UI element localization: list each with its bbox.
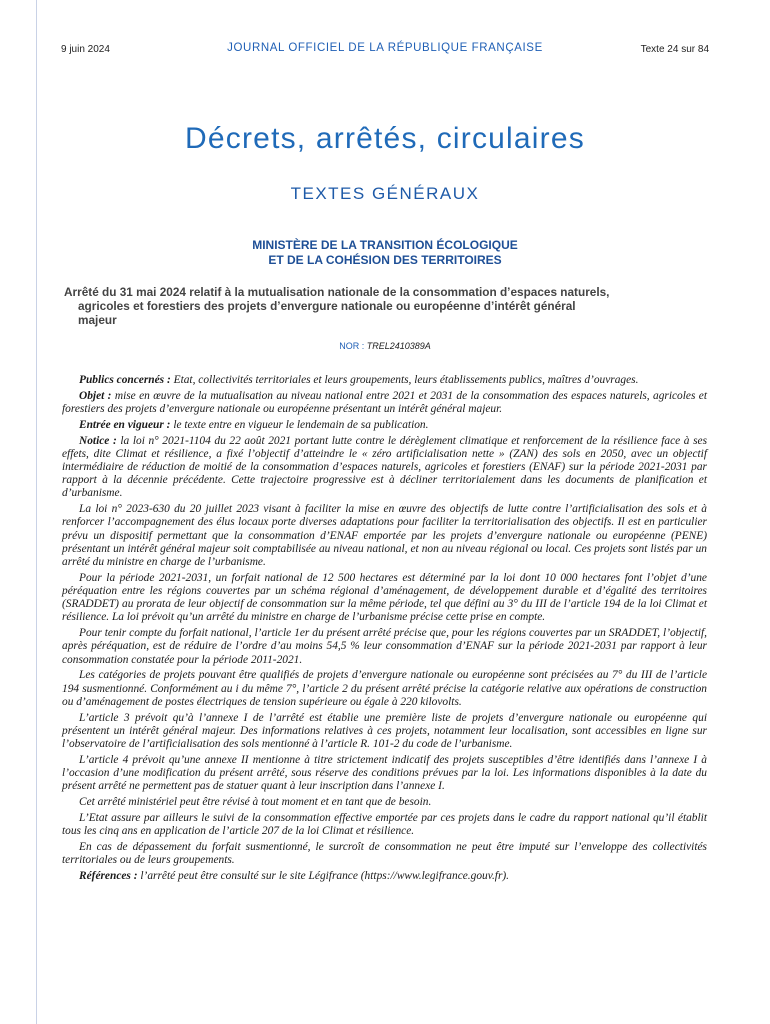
page-header: [61, 42, 709, 58]
paragraph-label: Notice :: [79, 434, 117, 447]
ministry-line-1: MINISTÈRE DE LA TRANSITION ÉCOLOGIQUE: [252, 238, 518, 252]
paragraph-publics: [62, 374, 707, 387]
paragraph-text: l’arrêté peut être consulté sur le site Légifrance (https://www.legifrance.gouv.fr).: [140, 869, 510, 882]
paragraph-text: En cas de dépassement du forfait susmentionné, le surcroît de consommation ne peut être imputé sur l’enveloppe des collectivités territoriales ou de leurs groupements.: [62, 840, 707, 867]
paragraph-forfait: [62, 572, 707, 625]
paragraph-text: la loi n° 2021-1104 du 22 août 2021 portant lutte contre le dérèglement climatique et renforcement de la résilience face à ses effets, dite Climat et résilience, a fixé l’objectif d’atteindre le « zéro artificialisation nette » (ZAN) des sols en 2050, avec un objectif intermédiaire de réduction de moitié de la consommation d’espaces naturels, agricoles et forestiers (ENAF) sur la période 2021-2031 par rapport à la décennie précédente. Cette trajectoire progressive est à décliner territorialement dans les documents de planification et d’urbanisme.: [62, 434, 708, 500]
paragraph-text: Etat, collectivités territoriales et leurs groupements, leurs établissements publics, maîtres d’ouvrages.: [173, 374, 639, 386]
paragraph-text: Pour tenir compte du forfait national, l’article 1er du présent arrêté précise que, pour les régions couvertes par un SRADDET, l’objectif, après péréquation, est de réduire de l’ordre d’au moins 54,5 % leur consommation d’ENAF sur la période 2021-2031 par rapport à leur consommation constatée pour la période 2011-2021.: [62, 627, 707, 666]
paragraph-label: Objet :: [79, 389, 112, 402]
paragraph-loi-2023: [62, 503, 707, 569]
nor-label: NOR :: [339, 341, 365, 351]
paragraph-notice: [62, 435, 707, 501]
paragraph-text: L’Etat assure par ailleurs le suivi de la consommation effective emportée par ces projets dans le cadre du rapport national qu’il établit tous les cinq ans en application de l’article 207 de la loi Climat et résilience.: [62, 811, 707, 838]
header-journal-title: JOURNAL OFFICIEL DE LA RÉPUBLIQUE FRANÇAISE: [227, 42, 543, 54]
header-date: 9 juin 2024: [61, 44, 110, 55]
header-text-counter: Texte 24 sur 84: [640, 44, 709, 55]
arrete-title-line-1: Arrêté du 31 mai 2024 relatif à la mutualisation nationale de la consommation d’espaces naturels,: [64, 285, 610, 299]
paragraph-text: mise en œuvre de la mutualisation au niveau national entre 2021 et 2031 de la consommation des espaces naturels, agricoles et forestiers des projets d’envergure nationale ou européenne présentant un intérêt général majeur.: [62, 389, 707, 415]
arrete-title: [64, 285, 706, 327]
paragraph-depassement: [62, 841, 707, 867]
arrete-title-line-3: majeur: [78, 313, 117, 327]
nor-reference: [0, 341, 770, 351]
arrete-body: [62, 374, 707, 886]
paragraph-text: Les catégories de projets pouvant être qualifiés de projets d’envergure nationale ou européenne sont précisées au 7° du III de l’article 194 susmentionné. Conformément au i du même 7°, l’article 2 du présent arrêté précise la catégorie relative aux opérations de construction ou d’aménagement de postes électriques de tension supérieure ou égale à 220 kilovolts.: [62, 669, 707, 708]
paragraph-text: Pour la période 2021-2031, un forfait national de 12 500 hectares est déterminé par la loi dont 10 000 hectares font l’objet d’une péréquation entre les régions couvertes par un schéma régional d’aménagement, de développement durable et d’égalité des territoires (SRADDET) au prorata de leur objectif de consommation sur la même période, tel que défini au 3° du III de l’article 194 de la loi Climat et résilience. La loi prévoit qu’un arrêté du ministre en charge de l’urbanisme précise cette prise en compte.: [62, 571, 707, 624]
nor-code: TREL2410389A: [366, 341, 431, 351]
paragraph-categories: [62, 669, 707, 709]
paragraph-article-1: [62, 627, 707, 667]
paragraph-text: le texte entre en vigueur le lendemain de sa publication.: [173, 418, 429, 431]
section-title: TEXTES GÉNÉRAUX: [290, 184, 480, 203]
ministry-line-2: ET DE LA COHÉSION DES TERRITOIRES: [268, 253, 502, 267]
paragraph-text: Cet arrêté ministériel peut être révisé à tout moment et en tant que de besoin.: [79, 796, 432, 809]
paragraph-suivi: [62, 812, 707, 838]
paragraph-revision: [62, 796, 707, 809]
paragraph-article-3: [62, 712, 707, 752]
paragraph-text: L’article 4 prévoit qu’une annexe II mentionne à titre strictement indicatif des projets susceptibles d’être identifiés dans l’annexe I à l’occasion d’une modification du présent arrêté, sous réserve des conditions prévues par la loi. Les informations disponibles à la date du présent arrêté ne permettent pas de statuer quant à leur inscription dans l’annexe I.: [62, 753, 707, 793]
paragraph-entree-en-vigueur: [62, 419, 707, 432]
paragraph-text: La loi n° 2023-630 du 20 juillet 2023 visant à faciliter la mise en œuvre des objectifs de lutte contre l’artificialisation des sols et à renforcer l’accompagnement des élus locaux porte diverses adaptations pour faciliter la territorialisation des objectifs. Il est en particulier prévu un dispositif permettant que la consommation d’ENAF emportée par les projets d’envergure nationale ou européenne (PENE) présentant un intérêt général majeur soit comptabilisée au niveau national, et non au niveau régional ou local. Ces projets sont listés par un arrêté du ministre en charge de l’urbanisme.: [62, 503, 707, 569]
page-title: Décrets, arrêtés, circulaires: [185, 122, 585, 155]
paragraph-label: Publics concernés :: [79, 374, 171, 386]
paragraph-text: L’article 3 prévoit qu’à l’annexe I de l’arrêté est établie une première liste de projets d’envergure nationale ou européenne qui présentent un intérêt général majeur. Des informations relatives à ces projets, notamment leur localisation, sont accessibles en ligne sur l’observatoire de l’artificialisation des sols mentionné à l’article R. 101-2 du code de l’urbanisme.: [62, 711, 707, 751]
paragraph-label: Références :: [79, 869, 138, 882]
paragraph-article-4: [62, 754, 707, 794]
paragraph-label: Entrée en vigueur :: [79, 418, 171, 431]
paragraph-objet: [62, 390, 707, 416]
arrete-title-line-2: agricoles et forestiers des projets d’envergure nationale ou européenne d’intérêt général: [78, 299, 576, 313]
paragraph-references: [62, 870, 707, 883]
ministry-heading: [0, 238, 770, 268]
